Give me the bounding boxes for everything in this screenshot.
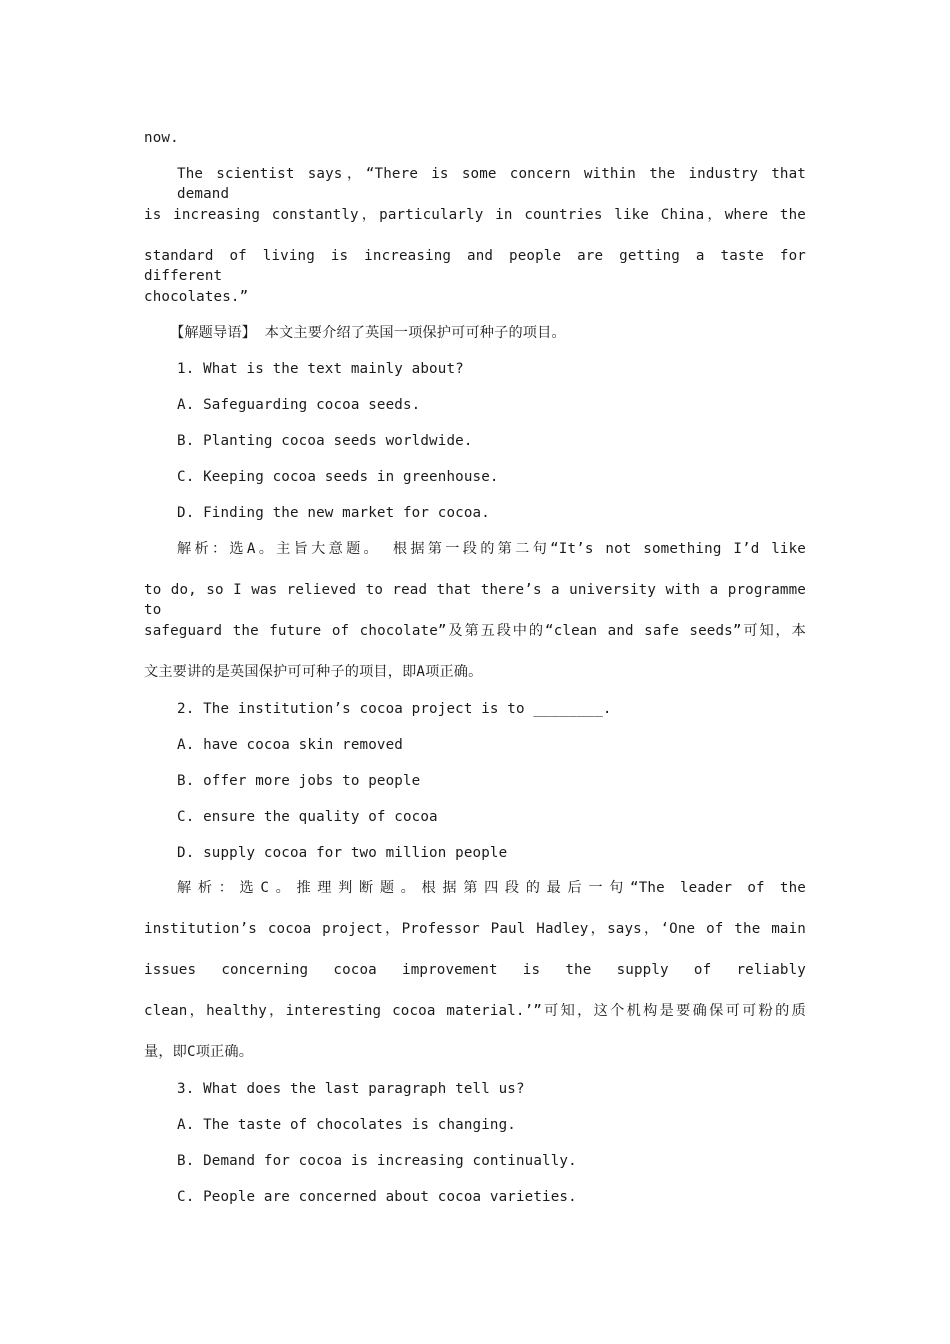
question-2-stem: 2. The institution’s cocoa project is to ________. [177, 701, 612, 717]
question-1-explanation: 文主要讲的是英国保护可可种子的项目，即A项正确。 [144, 664, 483, 680]
passage-line: The scientist says，“There is some concern within the industry that demand [177, 166, 806, 202]
question-2-explanation: clean，healthy，interesting cocoa material.’”可知，这个机构是要确保可可粉的质 [144, 1003, 806, 1019]
question-1-option-c: C. Keeping cocoa seeds in greenhouse. [177, 469, 499, 485]
question-3-option-a: A. The taste of chocolates is changing. [177, 1117, 516, 1133]
question-1-explanation: 解析：选A。主旨大意题。 根据第一段的第二句“It’s not something I’d like [177, 541, 806, 557]
question-2-option-c: C. ensure the quality of cocoa [177, 809, 438, 825]
question-2-explanation: issues concerning cocoa improvement is the supply of reliably [144, 962, 806, 978]
question-1-option-b: B. Planting cocoa seeds worldwide. [177, 433, 473, 449]
passage-line: is increasing constantly，particularly in countries like China，where the [144, 207, 806, 223]
question-2-explanation: institution’s cocoa project，Professor Paul Hadley，says，‘One of the main [144, 921, 806, 937]
passage-line: standard of living is increasing and people are getting a taste for different [144, 248, 806, 284]
question-2-option-a: A. have cocoa skin removed [177, 737, 403, 753]
reading-guide: 【解题导语】 本文主要介绍了英国一项保护可可种子的项目。 [170, 325, 566, 341]
passage-line: chocolates.” [144, 289, 249, 305]
question-2-explanation: 量，即C项正确。 [144, 1044, 254, 1060]
question-1-stem: 1. What is the text mainly about? [177, 361, 464, 377]
question-1-explanation: safeguard the future of chocolate”及第五段中的“clean and safe seeds”可知，本 [144, 623, 806, 639]
question-2-explanation: 解析：选C。推理判断题。根据第四段的最后一句“The leader of the [177, 880, 806, 896]
question-3-stem: 3. What does the last paragraph tell us? [177, 1081, 525, 1097]
question-1-explanation: to do, so I was relieved to read that there’s a university with a programme to [144, 582, 806, 618]
question-1-option-a: A. Safeguarding cocoa seeds. [177, 397, 421, 413]
question-3-option-b: B. Demand for cocoa is increasing continually. [177, 1153, 577, 1169]
question-3-option-c: C. People are concerned about cocoa varieties. [177, 1189, 577, 1205]
passage-line: now. [144, 130, 179, 146]
question-2-option-b: B. offer more jobs to people [177, 773, 421, 789]
question-2-option-d: D. supply cocoa for two million people [177, 845, 508, 861]
question-1-option-d: D. Finding the new market for cocoa. [177, 505, 490, 521]
